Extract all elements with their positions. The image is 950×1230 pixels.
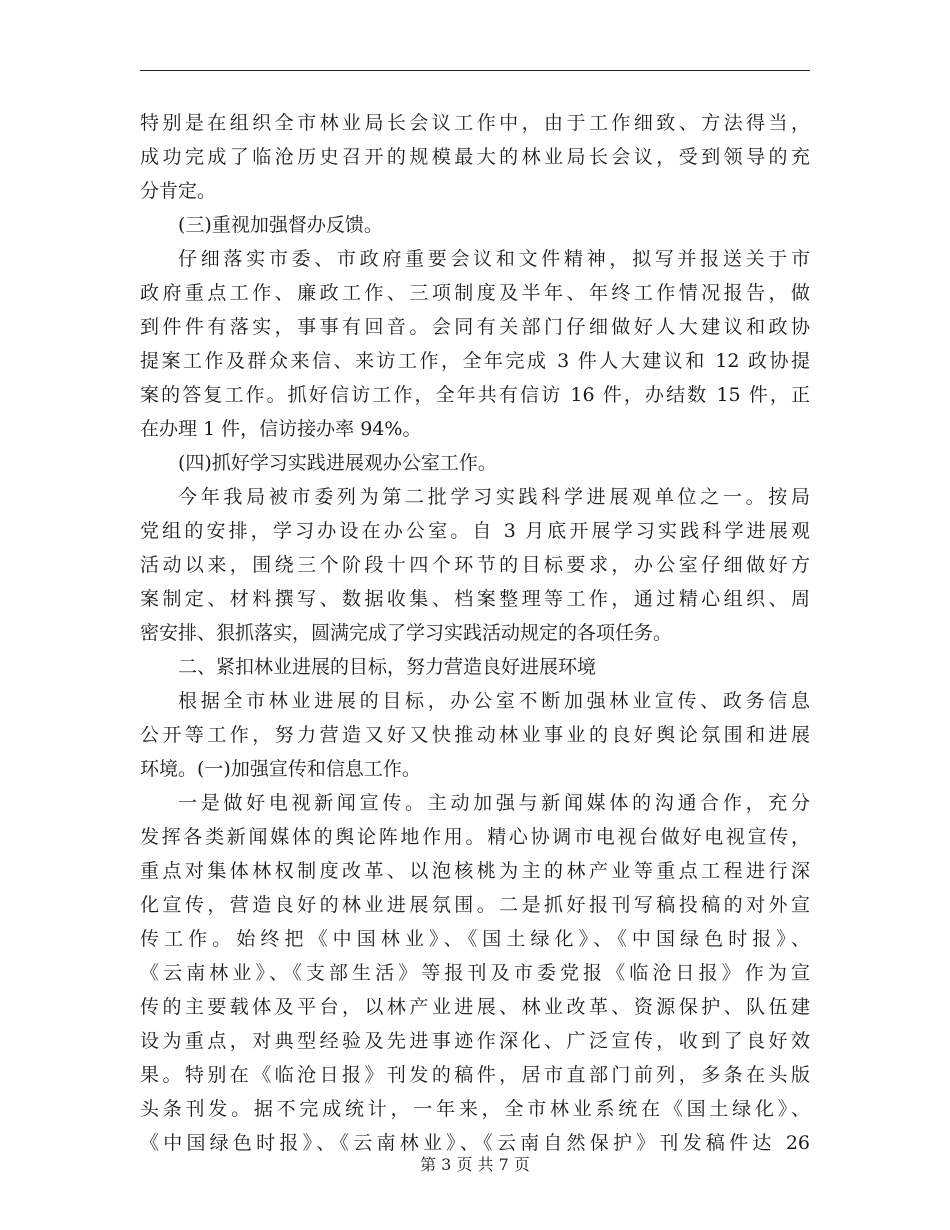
section-heading: (四)抓好学习实践进展观办公室工作。 (178, 452, 497, 474)
text-line: 头条刊发。据不完成统计，一年来，全市林业系统在《国土绿化》、 (140, 1098, 810, 1120)
text-line: 化宣传，营造良好的林业进展氛围。二是抓好报刊写稿投稿的对外宣 (140, 894, 810, 916)
document-body (140, 106, 810, 1160)
text-line: 传的主要载体及平台，以林产业进展、林业改革、资源保护、队伍建 (140, 996, 810, 1018)
section-heading: (三)重视加强督办反馈。 (178, 214, 383, 236)
text-line: 环境。(一)加强宣传和信息工作。 (140, 758, 421, 780)
text-line: 重点对集体林权制度改革、以泡核桃为主的林产业等重点工程进行深 (140, 860, 810, 882)
text-line: 传工作。始终把《中国林业》、《国土绿化》、《中国绿色时报》、 (140, 928, 810, 950)
text-line: 党组的安排，学习办设在办公室。自 3 月底开展学习实践科学进展观 (140, 520, 810, 542)
text-line: 密安排、狠抓落实，圆满完成了学习实践活动规定的各项任务。 (140, 622, 673, 644)
text-line: 根据全市林业进展的目标，办公室不断加强林业宣传、政务信息 (178, 690, 810, 712)
section-heading: 二、紧扣林业进展的目标，努力营造良好进展环境 (178, 656, 597, 678)
text-line: 案制定、材料撰写、数据收集、档案整理等工作，通过精心组织、周 (140, 588, 810, 610)
text-line: 政府重点工作、廉政工作、三项制度及半年、年终工作情况报告，做 (140, 282, 810, 304)
text-line: 发挥各类新闻媒体的舆论阵地作用。精心协调市电视台做好电视宣传， (140, 826, 810, 848)
text-line: 提案工作及群众来信、来访工作，全年完成 3 件人大建议和 12 政协提 (140, 350, 810, 372)
page-number: 第 3 页 共 7 页 (420, 1155, 530, 1174)
text-line: 《云南林业》、《支部生活》等报刊及市委党报《临沧日报》作为宣 (140, 962, 810, 984)
text-line: 今年我局被市委列为第二批学习实践科学进展观单位之一。按局 (178, 486, 810, 508)
text-line: 活动以来，围绕三个阶段十四个环节的目标要求，办公室仔细做好方 (140, 554, 810, 576)
text-line: 仔细落实市委、市政府重要会议和文件精神，拟写并报送关于市 (178, 248, 810, 270)
text-line: 案的答复工作。抓好信访工作，全年共有信访 16 件，办结数 15 件，正 (140, 384, 810, 406)
text-line: 《中国绿色时报》、《云南林业》、《云南自然保护》刊发稿件达 26 (140, 1132, 810, 1154)
text-line: 到件件有落实，事事有回音。会同有关部门仔细做好人大建议和政协 (140, 316, 810, 338)
text-line: 成功完成了临沧历史召开的规模最大的林业局长会议，受到领导的充 (140, 146, 810, 168)
text-line: 果。特别在《临沧日报》刊发的稿件，居市直部门前列，多条在头版 (140, 1064, 810, 1086)
text-line: 公开等工作，努力营造又好又快推动林业事业的良好舆论氛围和进展 (140, 724, 810, 746)
text-line: 一是做好电视新闻宣传。主动加强与新闻媒体的沟通合作，充分 (178, 792, 810, 814)
header-rule (140, 70, 810, 71)
text-line: 在办理 1 件，信访接办率 94%。 (140, 418, 422, 440)
text-line: 设为重点，对典型经验及先进事迹作深化、广泛宣传，收到了良好效 (140, 1030, 810, 1052)
text-line: 特别是在组织全市林业局长会议工作中，由于工作细致、方法得当， (140, 112, 810, 134)
text-line: 分肯定。 (140, 180, 217, 202)
